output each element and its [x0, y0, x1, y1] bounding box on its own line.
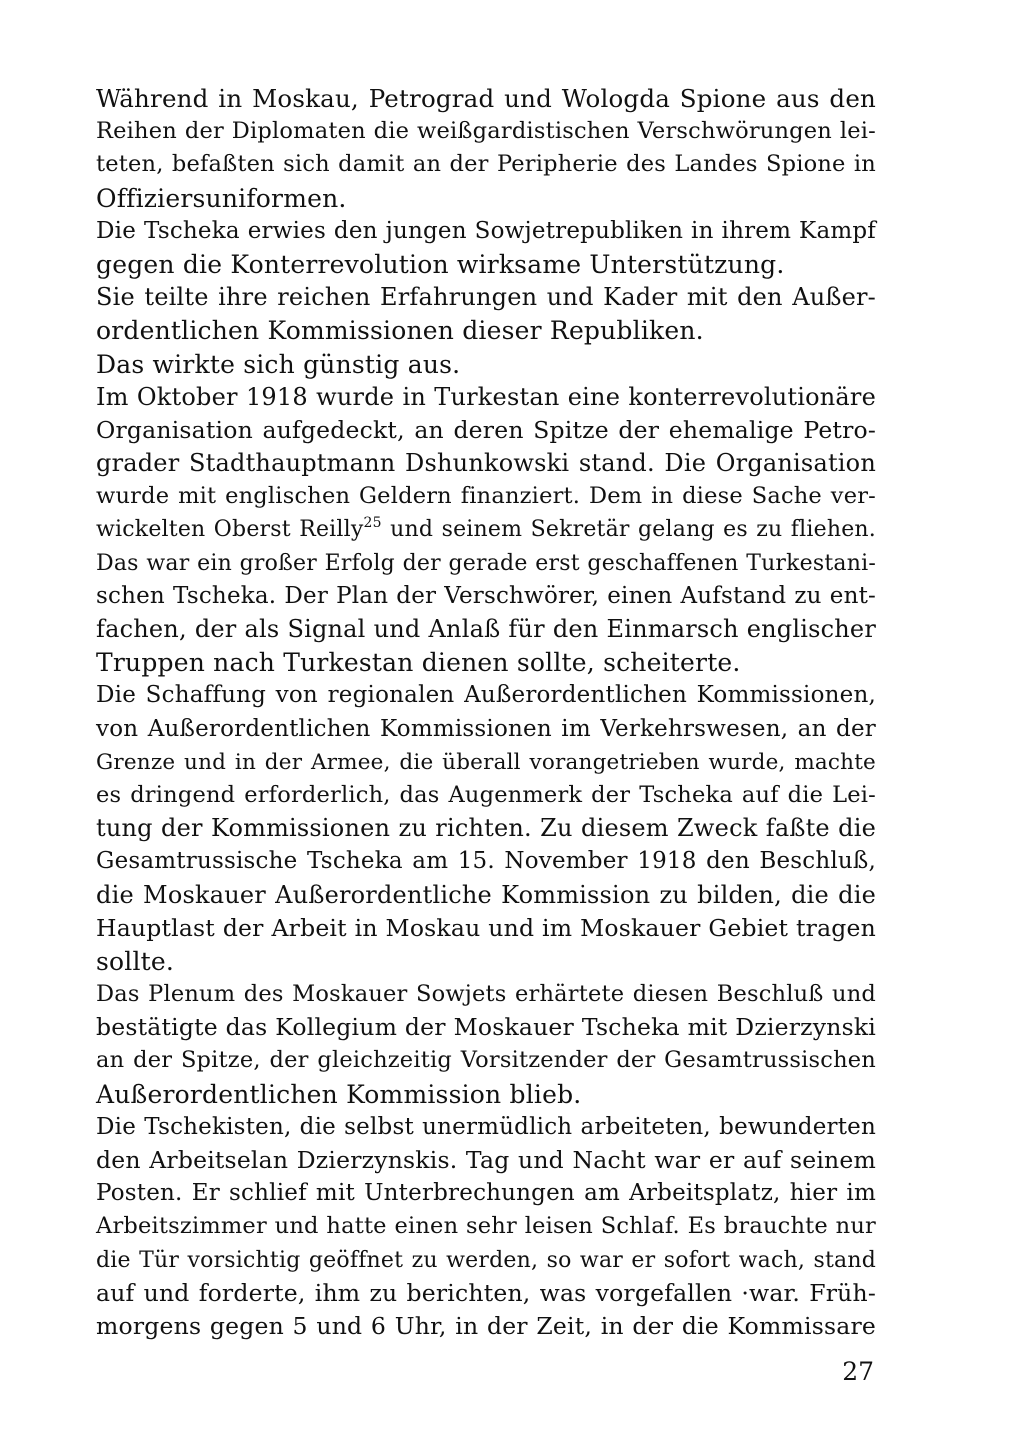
text-line: die Moskauer Außerordentliche Kommission zu bilden, die die: [96, 880, 876, 909]
text-line: Grenze und in der Armee, die überall vorangetrieben wurde, machte: [96, 749, 876, 775]
text-line: schen Tscheka. Der Plan der Verschwörer, einen Aufstand zu ent-: [96, 582, 876, 609]
text-line: sollte.: [96, 946, 175, 976]
text-line: Hauptlast der Arbeit in Moskau und im Moskauer Gebiet tragen: [96, 913, 876, 942]
text-line: es dringend erforderlich, das Augenmerk der Tscheka auf die Lei-: [96, 781, 876, 808]
text-line: gegen die Konterrevolution wirksame Unterstützung.: [96, 249, 785, 279]
text-line: Das war ein großer Erfolg der gerade erst geschaffenen Turkestani-: [96, 550, 876, 576]
text-line: Posten. Er schlief mit Unterbrechungen am Arbeitsplatz, hier im: [96, 1180, 876, 1207]
text-line: Außerordentlichen Kommission blieb.: [96, 1079, 582, 1109]
text-line: Die Tschekisten, die selbst unermüdlich arbeiteten, bewunderten: [96, 1113, 876, 1140]
text-line: ordentlichen Kommissionen dieser Republiken.: [96, 316, 704, 346]
text-line: tung der Kommissionen zu richten. Zu diesem Zweck faßte die: [96, 814, 876, 843]
text-line: wickelten Oberst Reilly$^{25}$ und seinem Sekretär gelang es zu fliehen.: [96, 515, 876, 543]
text-line: Arbeitszimmer und hatte einen sehr leisen Schlaf. Es brauchte nur: [96, 1213, 876, 1240]
text-line: morgens gegen 5 und 6 Uhr, in der Zeit, in der die Kommissare: [96, 1311, 876, 1340]
text-line: an der Spitze, der gleichzeitig Vorsitzender der Gesamtrussischen: [96, 1047, 876, 1074]
text-line: auf und forderte, ihm zu berichten, was vorgefallen ·war. Früh-: [96, 1278, 876, 1307]
text-line: Im Oktober 1918 wurde in Turkestan eine konterrevolutionäre: [96, 382, 876, 411]
text-line: Organisation aufgedeckt, an deren Spitze der ehemalige Petro-: [96, 415, 876, 444]
text-line: Sie teilte ihre reichen Erfahrungen und Kader mit den Außer-: [96, 283, 876, 312]
body-text: [96, 82, 876, 1343]
text-line: Die Tscheka erwies den jungen Sowjetrepubliken in ihrem Kampf: [96, 217, 876, 244]
text-line: den Arbeitselan Dzierzynskis. Tag und Nacht war er auf seinem: [96, 1146, 876, 1174]
text-line: bestätigte das Kollegium der Moskauer Tscheka mit Dzierzynski: [96, 1013, 876, 1042]
text-line: Truppen nach Turkestan dienen sollte, scheiterte.: [96, 648, 741, 678]
text-line: fachen, der als Signal und Anlaß für den Einmarsch englischer: [96, 615, 876, 643]
text-line: grader Stadthauptmann Dshunkowski stand. Die Organisation: [96, 449, 876, 478]
text-line: Gesamtrussische Tscheka am 15. November 1918 den Beschluß,: [96, 848, 876, 875]
text-line: Das wirkte sich günstig aus.: [96, 349, 461, 379]
text-line: von Außerordentlichen Kommissionen im Verkehrswesen, an der: [96, 715, 876, 742]
text-line: Reihen der Diplomaten die weißgardistischen Verschwörungen lei-: [96, 118, 876, 145]
text-line: teten, befaßten sich damit an der Peripherie des Landes Spione in: [96, 151, 876, 178]
text-line: Während in Moskau, Petrograd und Wologda Spione aus den: [96, 84, 876, 113]
text-line: Die Schaffung von regionalen Außerordentlichen Kommissionen,: [96, 682, 876, 709]
footnote-marker: 25: [363, 515, 382, 532]
text-line: wurde mit englischen Geldern finanziert. Dem in diese Sache ver-: [96, 483, 876, 510]
text-line: die Tür vorsichtig geöffnet zu werden, so war er sofort wach, stand: [96, 1247, 876, 1273]
text-line: Offiziersuniformen.: [96, 183, 347, 213]
text-line: Das Plenum des Moskauer Sowjets erhärtete diesen Beschluß und: [96, 981, 876, 1008]
page-number: 27: [842, 1357, 874, 1386]
